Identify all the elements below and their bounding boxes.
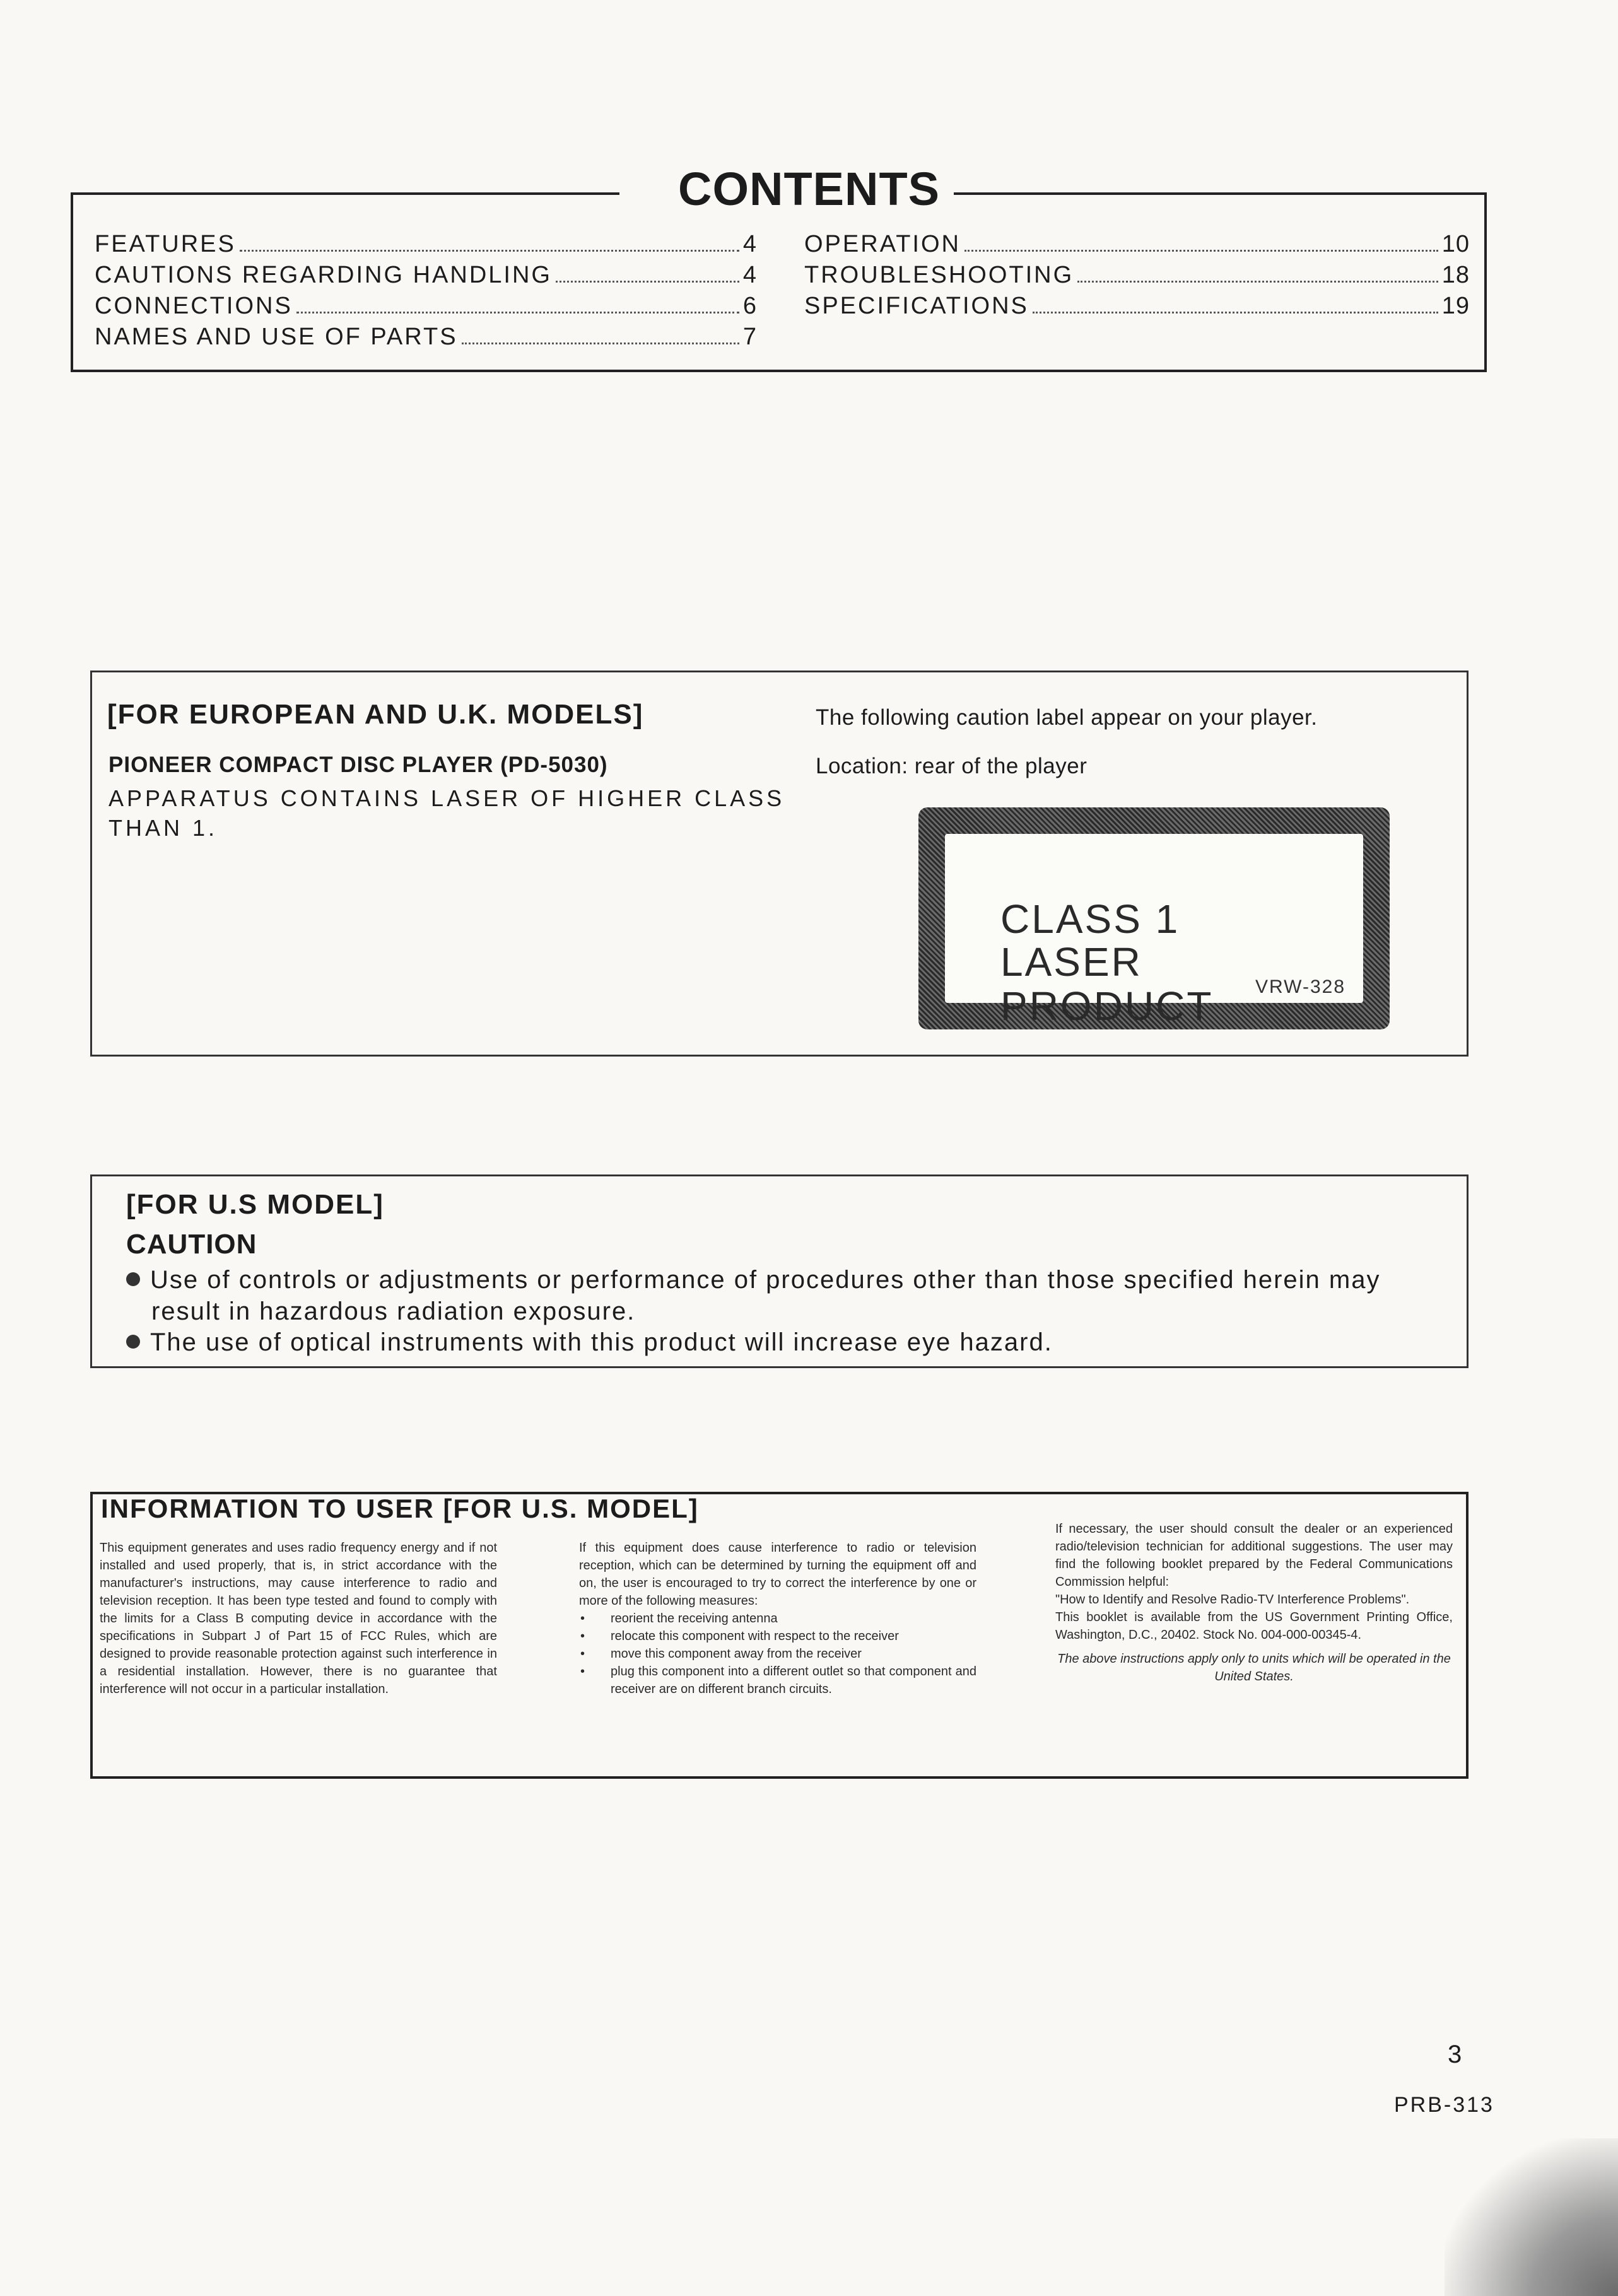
bullet-icon bbox=[126, 1272, 140, 1286]
laser-label-class: CLASS 1 bbox=[1000, 896, 1180, 942]
info-column-2: If this equipment does cause interference to radio or television reception, which can be determined by turning the equipment off and on, the user is encouraged to try to correct the interference by one or more of the following measures: • reorient the receiving antenna • relocate this component with respect to the receiver • move this component away from the receiver • plug this component into a different outlet so that component and receiver are on different branch circuits. bbox=[579, 1539, 976, 1698]
toc-entry-features[interactable]: FEATURES 4 bbox=[95, 231, 757, 257]
caution-bullet-1-cont: result in hazardous radiation exposure. bbox=[151, 1297, 636, 1325]
bullet-icon bbox=[126, 1335, 140, 1349]
toc-entry-operation[interactable]: OPERATION 10 bbox=[804, 231, 1470, 257]
toc-entry-specifications[interactable]: SPECIFICATIONS 19 bbox=[804, 293, 1470, 319]
caution-bullet-1: Use of controls or adjustments or performance of procedures other than those specified herein may bbox=[126, 1263, 1380, 1296]
product-name: PIONEER COMPACT DISC PLAYER (PD-5030) bbox=[108, 753, 608, 777]
european-heading: [FOR EUROPEAN AND U.K. MODELS] bbox=[107, 699, 644, 730]
us-only-note: The above instructions apply only to units which will be operated in the United States. bbox=[1057, 1652, 1451, 1684]
measures-list bbox=[579, 1610, 976, 1698]
laser-class-text-line2: THAN 1. bbox=[108, 815, 218, 841]
caution-label-text: The following caution label appear on your player. bbox=[816, 705, 1318, 730]
label-location-text: Location: rear of the player bbox=[816, 754, 1087, 778]
info-heading: INFORMATION TO USER [FOR U.S. MODEL] bbox=[101, 1494, 699, 1523]
us-heading: [FOR U.S MODEL] bbox=[126, 1189, 384, 1220]
toc-entry-troubleshooting[interactable]: TROUBLESHOOTING 18 bbox=[804, 262, 1470, 288]
toc-entry-names-and-use[interactable]: NAMES AND USE OF PARTS 7 bbox=[95, 324, 757, 350]
caution-heading: CAUTION bbox=[126, 1229, 257, 1260]
caution-bullet-2: The use of optical instruments with this product will increase eye hazard. bbox=[126, 1326, 1053, 1359]
page-number: 3 bbox=[1448, 2041, 1462, 2068]
document-code: PRB-313 bbox=[1394, 2093, 1494, 2117]
measure-item: • move this component away from the receiver bbox=[579, 1645, 976, 1663]
laser-product-label bbox=[918, 807, 1390, 1029]
toc-entry-cautions[interactable]: CAUTIONS REGARDING HANDLING 4 bbox=[95, 262, 757, 288]
measure-item: • reorient the receiving antenna bbox=[579, 1610, 976, 1627]
laser-class-text-line1: APPARATUS CONTAINS LASER OF HIGHER CLASS bbox=[108, 785, 785, 811]
measure-item: • relocate this component with respect to the receiver bbox=[579, 1627, 976, 1645]
measure-item: • plug this component into a different outlet so that component and receiver are on different branch circuits. bbox=[579, 1663, 976, 1698]
scan-edge-shadow bbox=[1445, 2138, 1618, 2296]
info-column-3: If necessary, the user should consult the dealer or an experienced radio/television technician for additional suggestions. The user may find the following booklet prepared by the Federal Communications Commission helpful: "How to Identify and Resolve Radio-TV Interference Problems". This booklet is available from the US Government Printing Office, Washington, D.C., 20402. Stock No. 004-000-00345-4. The above instructions apply only to units which will be operated in the United States. bbox=[1055, 1520, 1453, 1685]
toc-entry-connections[interactable]: CONNECTIONS 6 bbox=[95, 293, 757, 319]
laser-label-product: LASER PRODUCT bbox=[1000, 939, 1214, 1029]
contents-title: CONTENTS bbox=[0, 161, 1618, 218]
laser-label-code: VRW-328 bbox=[1255, 976, 1345, 997]
info-column-1: This equipment generates and uses radio frequency energy and if not installed and used properly, that is, in strict accordance with the manufacturer's instructions, may cause interference to radio and television reception. It has been type tested and found to comply with the limits for a Class B computing device in accordance with the specifications in Subpart J of Part 15 of FCC Rules, which are designed to provide reasonable protection against such interference in a residential installation. However, there is no guarantee that interference will not occur in a particular installation. bbox=[100, 1541, 497, 1696]
